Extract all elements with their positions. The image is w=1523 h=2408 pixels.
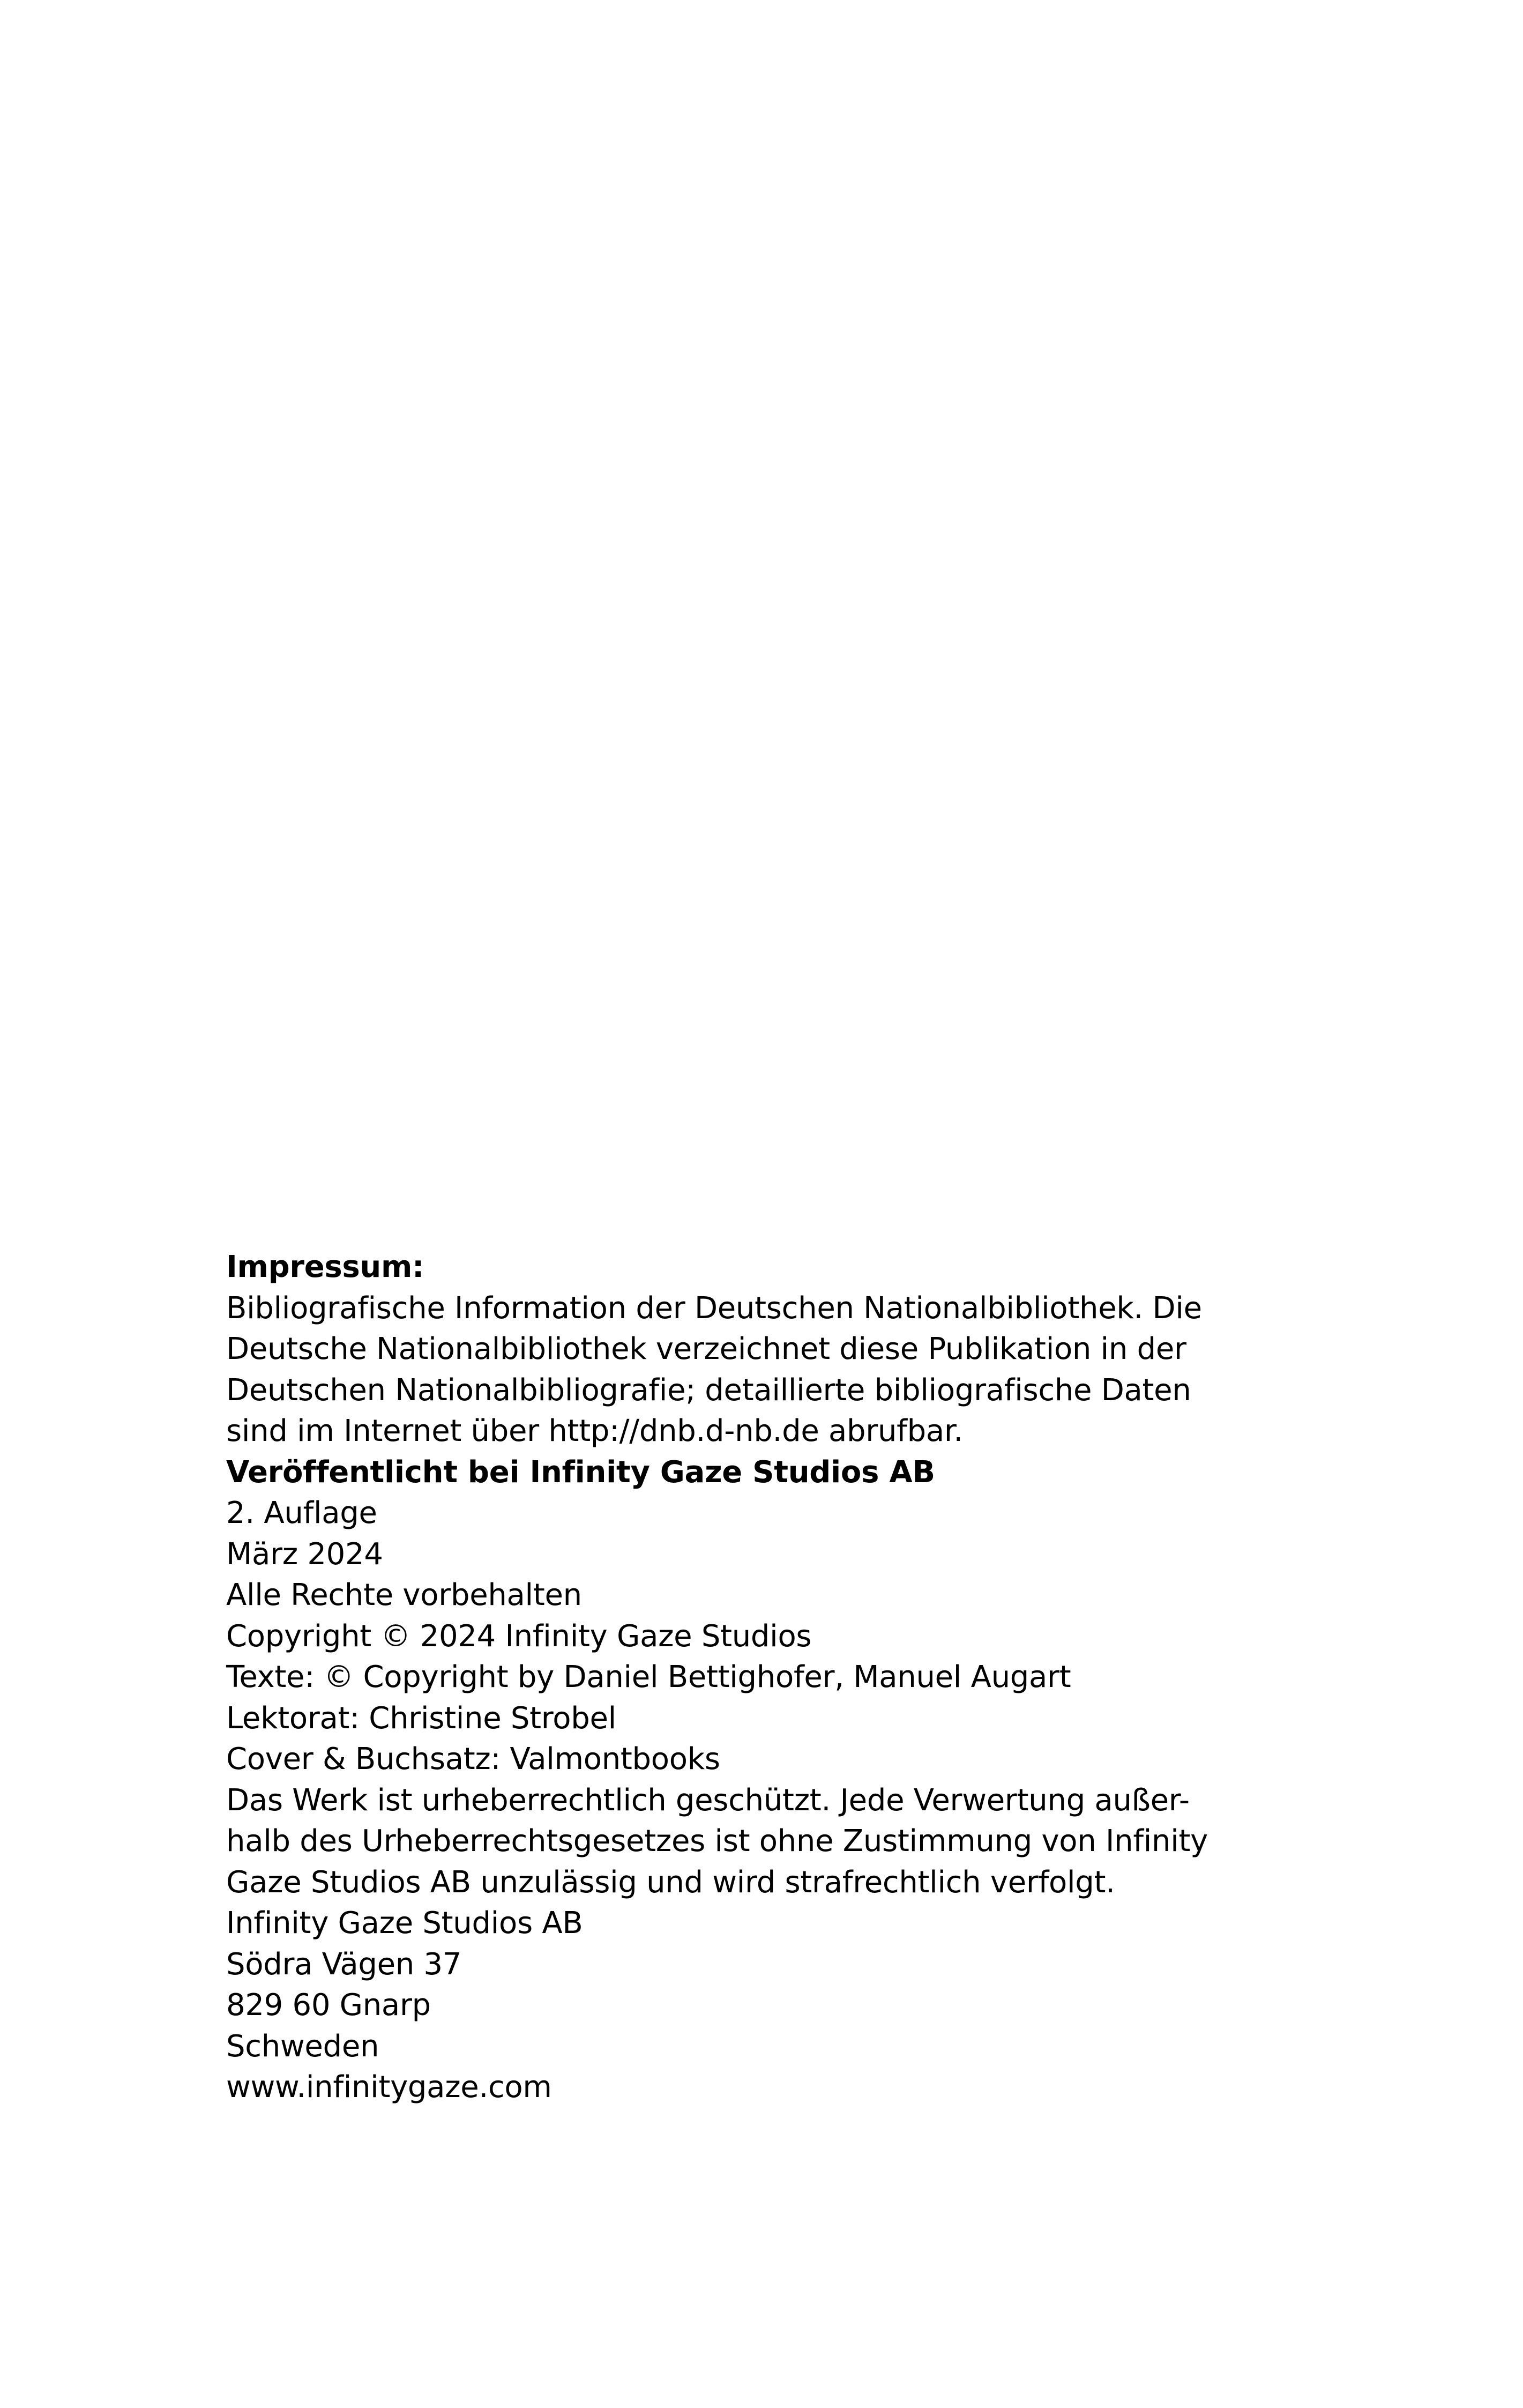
address-company: Infinity Gaze Studios AB xyxy=(226,1906,583,1941)
cover-credit: Cover & Buchsatz: Valmontbooks xyxy=(226,1742,720,1777)
copyright-notice: Copyright © 2024 Infinity Gaze Studios xyxy=(226,1618,812,1654)
bibliographic-line-2: Deutsche Nationalbibliothek verzeichnet diese Publikation in der xyxy=(226,1332,1186,1366)
bibliographic-line-1: Bibliografische Information der Deutschen Nationalbibliothek. Die xyxy=(226,1290,1202,1326)
publication-date: März 2024 xyxy=(226,1536,383,1572)
texts-credit: Texte: © Copyright by Daniel Bettighofer, Manuel Augart xyxy=(226,1660,1071,1694)
bibliographic-line-3: Deutschen Nationalbibliografie; detaillierte bibliografische Daten xyxy=(226,1372,1191,1408)
address-street: Södra Vägen 37 xyxy=(226,1946,462,1982)
impressum-block xyxy=(226,1247,1330,2108)
address-country: Schweden xyxy=(226,2028,379,2064)
legal-line-3: Gaze Studios AB unzulässig und wird strafrechtlich verfolgt. xyxy=(226,1864,1115,1900)
editing-credit: Lektorat: Christine Strobel xyxy=(226,1700,616,1736)
legal-line-1: Das Werk ist urheberrechtlich geschützt. Jede Verwertung außer- xyxy=(226,1782,1190,1818)
impressum-heading: Impressum: xyxy=(226,1250,424,1284)
bibliographic-line-4: sind im Internet über http://dnb.d-nb.de abrufbar. xyxy=(226,1414,963,1448)
address-city: 829 60 Gnarp xyxy=(226,1988,431,2023)
edition: 2. Auflage xyxy=(226,1496,377,1530)
rights-notice: Alle Rechte vorbehalten xyxy=(226,1578,582,1612)
publisher-line: Veröffentlicht bei Infinity Gaze Studios AB xyxy=(226,1454,935,1490)
legal-line-2: halb des Urheberrechtsgesetzes ist ohne Zustimmung von Infinity xyxy=(226,1824,1208,1859)
website-text: www.infinitygaze.com xyxy=(226,2070,552,2105)
